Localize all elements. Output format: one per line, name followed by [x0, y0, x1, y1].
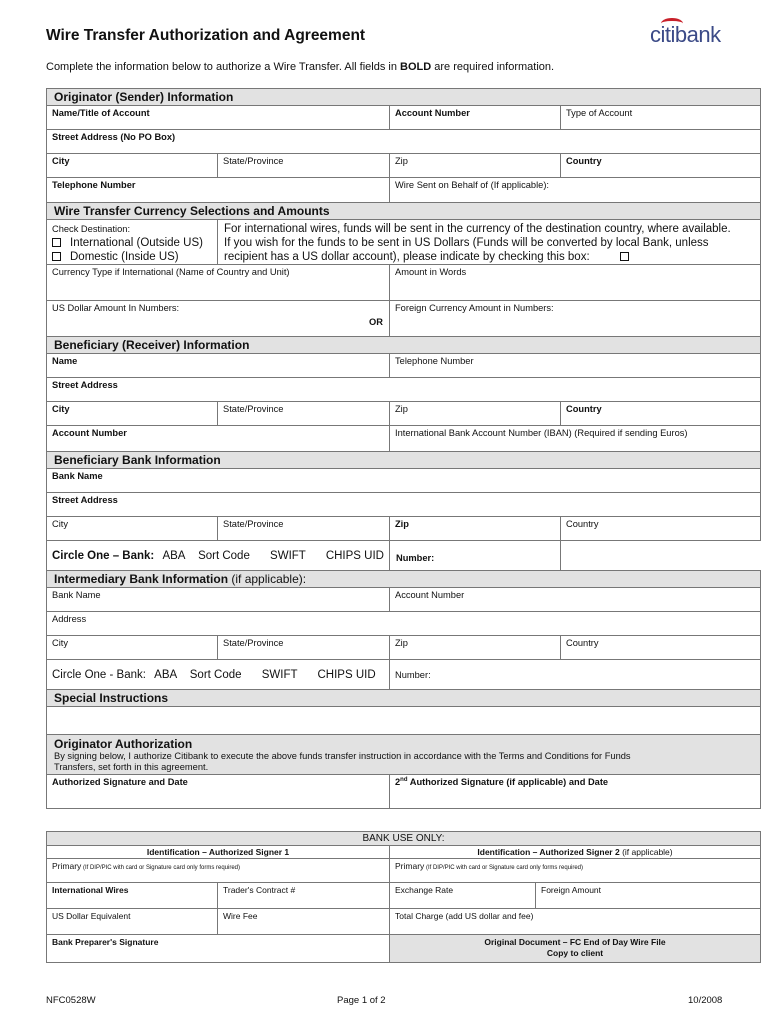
original-document-cell — [390, 935, 761, 963]
intermediary-bank-name-field[interactable]: Bank Name — [47, 588, 390, 612]
special-heading: Special Instructions — [47, 690, 761, 707]
domestic-option[interactable] — [52, 250, 212, 264]
exchange-rate-field[interactable]: Exchange Rate — [390, 883, 536, 909]
beneficiary-bank-city-field[interactable]: City — [47, 517, 218, 541]
or-label: OR — [369, 317, 383, 327]
bank-use-table — [46, 831, 761, 963]
intermediary-circle-label: Circle One - Bank: — [52, 668, 146, 681]
originator-street-field[interactable]: Street Address (No PO Box) — [47, 130, 761, 154]
footer-date: 10/2008 — [688, 995, 723, 1006]
intermediary-circle-one — [47, 660, 390, 690]
beneficiary-bank-circle-one — [47, 541, 561, 571]
id-signer-2-heading — [390, 846, 761, 859]
beneficiary-bank-chips-option[interactable]: CHIPS UID — [325, 549, 384, 562]
signature-2-rest: Authorized Signature (if applicable) and Date — [407, 777, 609, 788]
primary-1-note: (If DIP/PIC with card or Signature card only forms required) — [81, 865, 241, 871]
intermediary-heading — [47, 571, 761, 588]
intermediary-sortcode-option[interactable]: Sort Code — [189, 668, 242, 681]
total-charge-field[interactable]: Total Charge (add US dollar and fee) — [390, 909, 761, 935]
primary-1-label: Primary — [52, 861, 82, 871]
originator-name-field[interactable]: Name/Title of Account — [47, 106, 390, 130]
currency-type-field[interactable]: Currency Type if International (Name of Country and Unit) — [47, 265, 390, 301]
intermediary-aba-option[interactable]: ABA — [154, 668, 177, 681]
primary-1-field[interactable] — [47, 859, 390, 883]
authorization-block — [47, 735, 761, 775]
signature-2-prefix: 2 — [395, 777, 401, 788]
beneficiary-name-field[interactable]: Name — [47, 354, 390, 378]
signature-1-field[interactable]: Authorized Signature and Date — [47, 775, 390, 809]
footer-form-id: NFC0528W — [46, 995, 96, 1006]
intro-post: are required information. — [431, 61, 555, 73]
special-instructions-field[interactable] — [47, 707, 761, 735]
originator-heading: Originator (Sender) Information — [47, 89, 761, 106]
domestic-checkbox[interactable] — [52, 252, 61, 261]
beneficiary-bank-country-field[interactable]: Country — [561, 517, 761, 541]
beneficiary-city-field[interactable]: City — [47, 402, 218, 426]
intro-text — [46, 61, 554, 73]
preparer-signature-field[interactable]: Bank Preparer's Signature — [47, 935, 390, 963]
intermediary-chips-option[interactable]: CHIPS UID — [317, 668, 376, 681]
usd-amount-label: US Dollar Amount In Numbers: — [52, 303, 180, 313]
beneficiary-bank-number-field[interactable]: Number: — [396, 553, 435, 563]
copy-to-client-text: Copy to client — [546, 948, 604, 958]
intermediary-address-field[interactable]: Address — [47, 612, 761, 636]
originator-zip-field[interactable]: Zip — [390, 154, 561, 178]
beneficiary-account-number-field[interactable]: Account Number — [47, 426, 390, 452]
international-checkbox[interactable] — [52, 238, 61, 247]
originator-account-number-field[interactable]: Account Number — [390, 106, 561, 130]
authorization-heading: Originator Authorization — [54, 737, 193, 751]
intermediary-account-number-field[interactable]: Account Number — [390, 588, 761, 612]
domestic-label: Domestic (Inside US) — [70, 251, 179, 263]
currency-note-cell — [218, 220, 761, 265]
footer-page: Page 1 of 2 — [337, 995, 386, 1006]
currency-note-2: If you wish for the funds to be sent in US Dollars (Funds will be converted by local Bank, unless — [224, 237, 709, 249]
originator-telephone-field[interactable]: Telephone Number — [47, 178, 390, 203]
international-option[interactable] — [52, 236, 212, 250]
currency-note-1: For international wires, funds will be sent in the currency of the destination country, where available. — [224, 223, 731, 235]
primary-2-label: Primary — [395, 861, 425, 871]
international-label: International (Outside US) — [70, 237, 203, 249]
intermediary-heading-text: Intermediary Bank Information — [54, 572, 229, 586]
id-signer-2-text: Identification – Authorized Signer 2 — [477, 847, 620, 857]
usd-checkbox[interactable] — [620, 252, 629, 261]
intermediary-zip-field[interactable]: Zip — [390, 636, 561, 660]
originator-city-field[interactable]: City — [47, 154, 218, 178]
beneficiary-iban-field[interactable]: International Bank Account Number (IBAN) (Required if sending Euros) — [390, 426, 761, 452]
main-form — [46, 88, 761, 809]
form-title: Wire Transfer Authorization and Agreement — [46, 27, 366, 44]
beneficiary-street-field[interactable]: Street Address — [47, 378, 761, 402]
primary-2-note: (If DIP/PIC with card or Signature card only forms required) — [424, 865, 584, 871]
amount-in-words-field[interactable]: Amount in Words — [390, 265, 761, 301]
usd-amount-field[interactable] — [47, 301, 390, 337]
beneficiary-bank-circle-label: Circle One – Bank: — [52, 549, 155, 562]
beneficiary-bank-swift-option[interactable]: SWIFT — [270, 549, 306, 562]
beneficiary-bank-name-field[interactable]: Bank Name — [47, 469, 761, 493]
currency-heading: Wire Transfer Currency Selections and Amounts — [47, 203, 761, 220]
wire-fee-field[interactable]: Wire Fee — [218, 909, 390, 935]
originator-country-field[interactable]: Country — [561, 154, 761, 178]
intermediary-swift-option[interactable]: SWIFT — [261, 668, 298, 681]
beneficiary-state-field[interactable]: State/Province — [218, 402, 390, 426]
foreign-amount-bank-field[interactable]: Foreign Amount — [536, 883, 761, 909]
beneficiary-telephone-field[interactable]: Telephone Number — [390, 354, 761, 378]
intro-pre: Complete the information below to authorize a Wire Transfer. All fields in — [46, 61, 401, 73]
foreign-amount-field[interactable]: Foreign Currency Amount in Numbers: — [390, 301, 761, 337]
currency-note-3: recipient has a US dollar account), please indicate by checking this box: — [224, 251, 590, 263]
signature-2-field[interactable] — [390, 775, 761, 809]
bank-use-heading: BANK USE ONLY: — [47, 832, 761, 846]
signature-2-sup: nd — [400, 777, 408, 783]
authorization-text-2: Transfers, set forth in this agreement. — [54, 762, 209, 772]
currency-note-3-row — [224, 250, 755, 264]
citibank-logo: citibank — [650, 22, 721, 47]
beneficiary-bank-heading: Beneficiary Bank Information — [47, 452, 761, 469]
originator-type-of-account-field[interactable]: Type of Account — [561, 106, 761, 130]
id-signer-2-note: (if applicable) — [619, 847, 673, 857]
intro-bold: BOLD — [400, 61, 432, 73]
beneficiary-zip-field[interactable]: Zip — [390, 402, 561, 426]
original-document-text: Original Document – FC End of Day Wire File — [484, 937, 666, 947]
check-destination-label: Check Destination: — [52, 224, 131, 234]
intermediary-country-field[interactable]: Country — [561, 636, 761, 660]
beneficiary-bank-aba-option[interactable]: ABA — [162, 549, 185, 562]
beneficiary-country-field[interactable]: Country — [561, 402, 761, 426]
beneficiary-bank-state-field[interactable]: State/Province — [218, 517, 390, 541]
intermediary-city-field[interactable]: City — [47, 636, 218, 660]
originator-wire-sent-field[interactable]: Wire Sent on Behalf of (If applicable): — [390, 178, 761, 203]
beneficiary-bank-zip-field[interactable]: Zip — [390, 517, 561, 541]
beneficiary-bank-street-field[interactable]: Street Address — [47, 493, 761, 517]
originator-state-field[interactable]: State/Province — [218, 154, 390, 178]
intermediary-heading-note: (if applicable): — [228, 572, 307, 586]
usd-equivalent-field[interactable]: US Dollar Equivalent — [47, 909, 218, 935]
international-wires-field[interactable]: International Wires — [47, 883, 218, 909]
traders-contract-field[interactable]: Trader's Contract # — [218, 883, 390, 909]
beneficiary-bank-sortcode-option[interactable]: Sort Code — [198, 549, 250, 562]
authorization-text-1: By signing below, I authorize Citibank to execute the above funds transfer instruction in accordance with the Terms and Conditions for Funds — [54, 751, 631, 761]
beneficiary-bank-number-divider — [389, 541, 390, 571]
id-signer-1-heading: Identification – Authorized Signer 1 — [47, 846, 390, 859]
primary-2-field[interactable] — [390, 859, 761, 883]
intermediary-number-field[interactable]: Number: — [390, 660, 761, 690]
check-destination-cell — [47, 220, 218, 265]
beneficiary-heading: Beneficiary (Receiver) Information — [47, 337, 761, 354]
intermediary-state-field[interactable]: State/Province — [218, 636, 390, 660]
